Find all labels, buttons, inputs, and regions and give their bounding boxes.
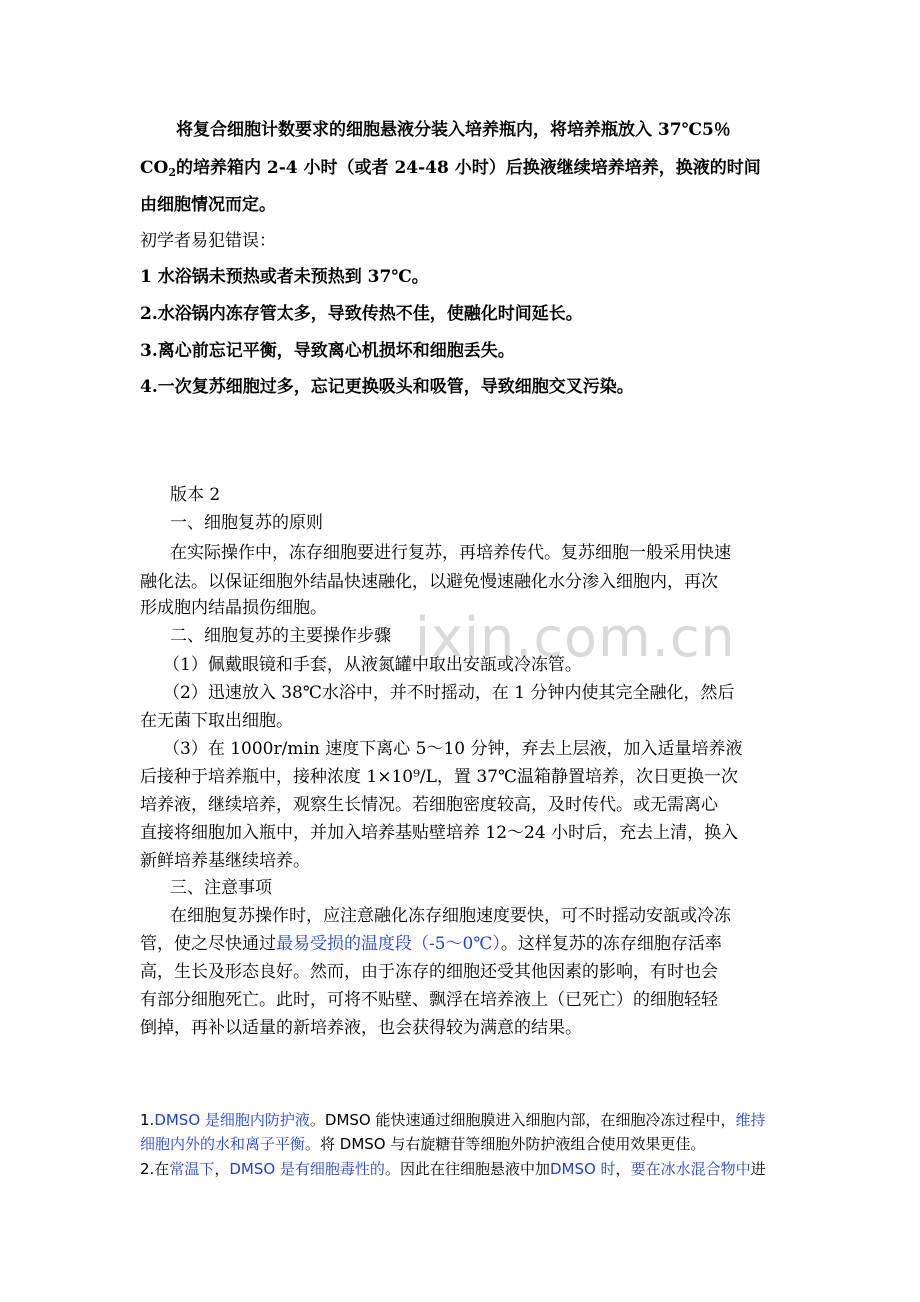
dmso-2-link-a[interactable]: 常温下 <box>169 1160 215 1178</box>
step-2-line-1: （2）迅速放入 38℃水浴中，并不时摇动，在 1 分钟内使其完全融化，然后 <box>163 683 735 703</box>
dmso-1-num: 1. <box>140 1111 155 1129</box>
para-line-1: 将复合细胞计数要求的细胞悬液分装入培养瓶内，将培养瓶放入 37℃5％ <box>176 120 731 140</box>
dmso-1-link-a[interactable]: DMSO 是细胞内防护液 <box>154 1111 310 1129</box>
dmso-line-1 <box>140 1108 766 1132</box>
watermark: ixin.com.cn <box>415 606 736 669</box>
step-3-line-2: 后接种于培养瓶中，接种浓度 1×10⁹/L，置 37℃温箱静置培养，次日更换一次 <box>140 767 738 787</box>
step-3-line-4: 直接将细胞加入瓶中，并加入培养基贴壁培养 12～24 小时后，充去上清，换入 <box>140 823 739 843</box>
dmso-1-text: 。DMSO 能快速通过细胞膜进入细胞内部，在细胞冷冻过程中， <box>309 1111 736 1129</box>
note-line-1: 在细胞复苏操作时，应注意融化冻存细胞速度要快，可不时摇动安瓿或冷冻 <box>170 906 731 926</box>
dmso-2-text: 。因此在往细胞悬液中加 <box>384 1160 550 1178</box>
section-heading-2: 二、细胞复苏的主要操作步骤 <box>170 626 391 646</box>
error-item-4: 4.一次复苏细胞过多，忘记更换吸头和吸管，导致细胞交叉污染。 <box>140 377 634 397</box>
error-item-3: 3.离心前忘记平衡，导致离心机损坏和细胞丢失。 <box>140 341 515 361</box>
dmso-2-link-d[interactable]: 要在冰水混合物中 <box>630 1160 751 1178</box>
note-line-2 <box>140 932 722 956</box>
section-heading-3: 三、注意事项 <box>170 878 272 898</box>
dmso-line-3 <box>140 1157 766 1181</box>
dmso-1-text-2: 。将 DMSO 与右旋糖苷等细胞外防护液组合使用效果更佳。 <box>305 1135 706 1153</box>
dmso-2-end: 进 <box>750 1160 766 1178</box>
para-line-3: 由细胞情况而定。 <box>140 195 276 215</box>
dmso-line-2 <box>140 1132 705 1156</box>
dmso-2-link-c[interactable]: DMSO 时 <box>549 1160 616 1178</box>
principle-line-3: 形成胞内结晶损伤细胞。 <box>140 598 327 618</box>
note-line-4: 有部分细胞死亡。此时，可将不贴壁、飘浮在培养液上（已死亡）的细胞轻轻 <box>140 990 718 1010</box>
section-heading-1: 一、细胞复苏的原则 <box>170 513 323 533</box>
step-3-line-1: （3）在 1000r/min 速度下离心 5～10 分钟，弃去上层液，加入适量培养液 <box>163 739 743 759</box>
version-heading: 版本 2 <box>170 485 221 505</box>
step-3-line-3: 培养液，继续培养，观察生长情况。若细胞密度较高，及时传代。或无需离心 <box>140 795 718 815</box>
error-item-1: 1 水浴锅未预热或者未预热到 37℃。 <box>140 267 429 287</box>
note-line-3: 高，生长及形态良好。然而，由于冻存的细胞还受其他因素的影响，有时也会 <box>140 962 718 982</box>
dmso-2-prefix: 2.在 <box>140 1160 170 1178</box>
note-highlight-link[interactable]: 最易受损的温度段（-5～0℃） <box>276 934 501 954</box>
co2-subscript: 2 <box>168 166 176 179</box>
step-2-line-2: 在无菌下取出细胞。 <box>140 711 293 731</box>
dmso-1-link-c[interactable]: 细胞内外的水和离子平衡 <box>140 1135 306 1153</box>
para-line-2 <box>140 156 761 180</box>
step-1: （1）佩戴眼镜和手套，从液氮罐中取出安瓿或冷冻管。 <box>163 655 582 675</box>
step-3-line-5: 新鲜培养基继续培养。 <box>140 851 310 871</box>
dmso-1-link-b[interactable]: 维持 <box>735 1111 766 1129</box>
principle-line-2: 融化法。以保证细胞外结晶快速融化，以避免慢速融化水分渗入细胞内，再次 <box>140 572 718 592</box>
note-line-2-start: 管，使之尽快通过 <box>140 934 276 954</box>
dmso-2-link-b[interactable]: DMSO 是有细胞毒性的 <box>229 1160 385 1178</box>
error-item-2: 2.水浴锅内冻存管太多，导致传热不佳，使融化时间延长。 <box>140 304 583 324</box>
dmso-2-comma-2: ， <box>615 1160 631 1178</box>
principle-line-1: 在实际操作中，冻存细胞要进行复苏，再培养传代。复苏细胞一般采用快速 <box>170 543 731 563</box>
errors-heading: 初学者易犯错误： <box>140 231 276 251</box>
co2-text: CO <box>140 158 169 178</box>
note-line-2-end: 。这样复苏的冻存细胞存活率 <box>500 934 722 954</box>
note-line-5: 倒掉，再补以适量的新培养液，也会获得较为满意的结果。 <box>140 1018 582 1038</box>
dmso-2-comma-1: ， <box>214 1160 230 1178</box>
para-line-2-rest: 的培养箱内 2-4 小时（或者 24-48 小时）后换液继续培养培养，换液的时间 <box>176 158 761 178</box>
